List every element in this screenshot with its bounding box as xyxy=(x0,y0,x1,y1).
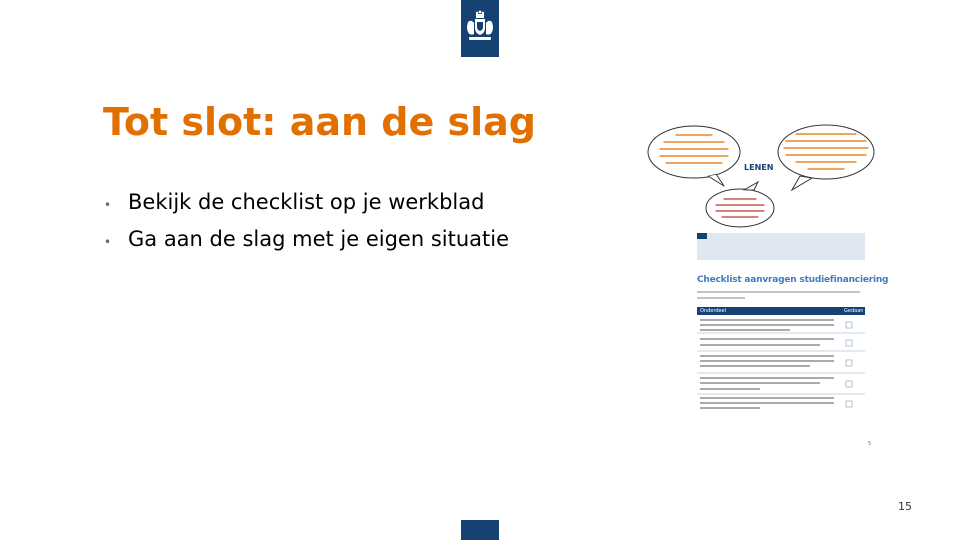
worksheet-info-tag xyxy=(697,233,707,239)
bullet-marker: • xyxy=(104,198,112,212)
worksheet-info-box xyxy=(697,233,865,260)
bullet-text: Bekijk de checklist op je werkblad xyxy=(128,190,485,214)
bullet-item xyxy=(104,190,509,227)
bullet-list xyxy=(104,190,509,264)
coat-of-arms-icon xyxy=(461,0,499,57)
worksheet-lenen-label: LENEN xyxy=(744,163,774,172)
bullet-text: Ga aan de slag met je eigen situatie xyxy=(128,227,509,251)
page-number: 15 xyxy=(898,500,912,513)
rijksoverheid-logo xyxy=(461,0,499,57)
worksheet-table-header-right: Gedaan xyxy=(844,308,864,314)
worksheet-table-header-left: Onderdeel xyxy=(700,308,727,314)
bullet-marker: • xyxy=(104,235,112,249)
footer-brand-bar xyxy=(461,520,499,540)
slide-title: Tot slot: aan de slag xyxy=(103,100,536,144)
worksheet-page-footer: 5 xyxy=(868,441,872,447)
worksheet-checklist-title: Checklist aanvragen studiefinanciering xyxy=(697,275,889,285)
bullet-item xyxy=(104,227,509,264)
